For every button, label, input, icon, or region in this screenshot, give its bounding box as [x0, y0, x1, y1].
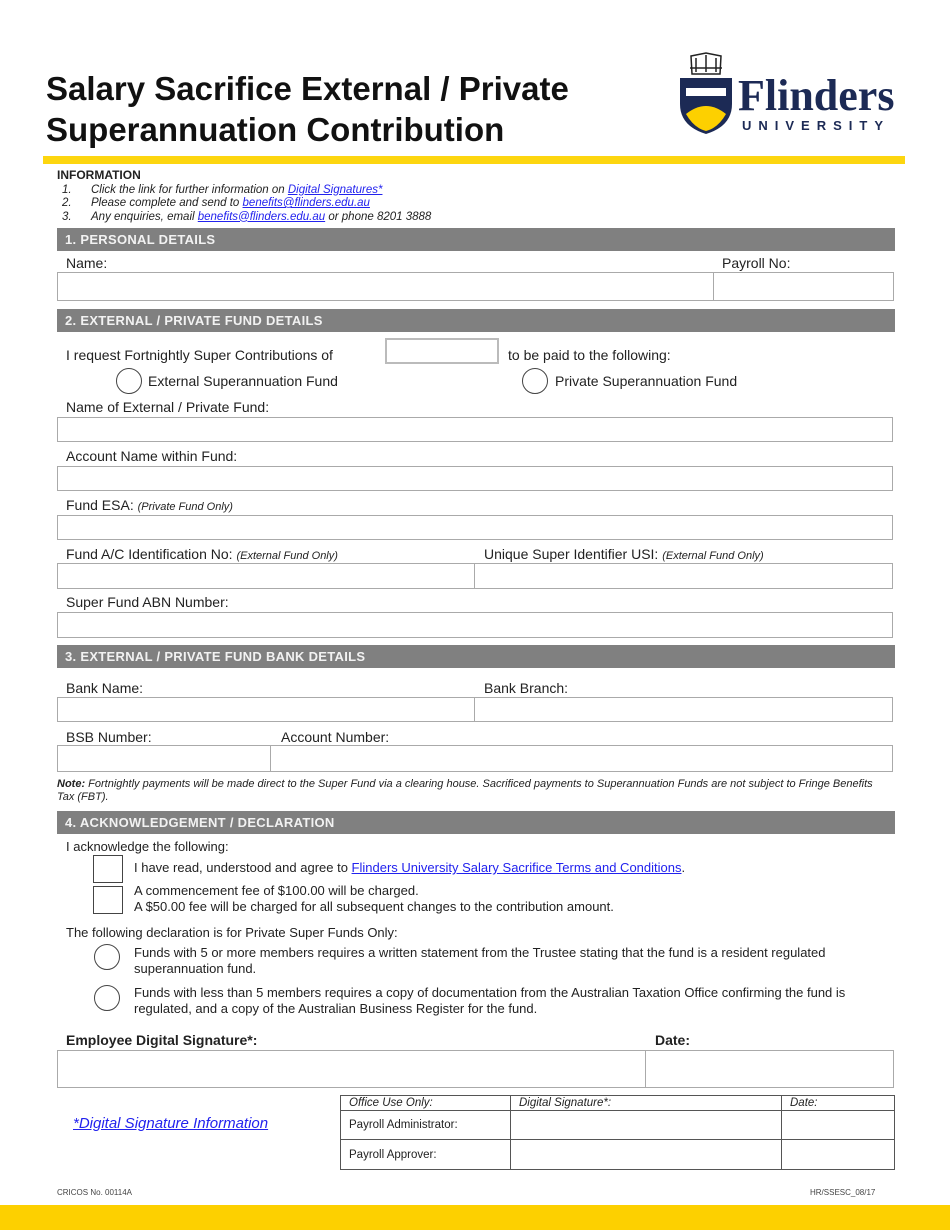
bsb-input[interactable]: [57, 745, 271, 772]
footer-bar: [0, 1205, 950, 1230]
section-fund-details: 2. EXTERNAL / PRIVATE FUND DETAILS: [57, 309, 895, 332]
account-name-label: Account Name within Fund:: [66, 448, 238, 464]
date-label: Date:: [655, 1032, 691, 1048]
fee-text: A commencement fee of $100.00 will be charged. A $50.00 fee will be charged for all subsequent changes to the contribution amount.: [134, 883, 614, 914]
fund-esa-input[interactable]: [57, 515, 893, 540]
information-block: INFORMATION 1. Click the link for further information on Digital Signatures* 2. Please complete and send to benefits@flinders.edu.au 3. Any enquiries, email benefits@flinders.edu.au or phone 8201 3888: [57, 168, 432, 223]
fund-ac-input[interactable]: [57, 563, 475, 589]
account-number-label: Account Number:: [281, 729, 390, 745]
private-fund-radio[interactable]: [522, 368, 548, 394]
bank-name-label: Bank Name:: [66, 680, 144, 696]
email-link[interactable]: benefits@flinders.edu.au: [197, 210, 326, 223]
five-or-more-radio[interactable]: [94, 944, 120, 970]
info-item: 1. Click the link for further information on Digital Signatures*: [62, 183, 383, 196]
fee-checkbox[interactable]: [93, 886, 123, 914]
digital-signatures-link[interactable]: Digital Signatures*: [287, 183, 383, 196]
admin-signature-cell[interactable]: [511, 1111, 782, 1140]
fund-esa-label: Fund ESA: (Private Fund Only): [66, 497, 233, 513]
payroll-label: Payroll No:: [722, 255, 791, 271]
email-link[interactable]: benefits@flinders.edu.au: [242, 197, 370, 209]
fund-ac-label: Fund A/C Identification No: (External Fund Only): [66, 546, 338, 562]
contribution-amount-input[interactable]: [385, 338, 499, 364]
abn-input[interactable]: [57, 612, 893, 638]
payroll-input[interactable]: [713, 272, 894, 301]
info-item: 2. Please complete and send to benefits@flinders.edu.au: [62, 197, 370, 209]
acknowledge-label: I acknowledge the following:: [66, 839, 229, 854]
section-bank-details: 3. EXTERNAL / PRIVATE FUND BANK DETAILS: [57, 645, 895, 668]
less-than-five-radio[interactable]: [94, 985, 120, 1011]
office-use-table: Office Use Only: Digital Signature*: Date: Payroll Administrator: Payroll Approver:: [340, 1095, 895, 1170]
terms-text: I have read, understood and agree to Flinders University Salary Sacrifice Terms and Conditions.: [134, 860, 686, 875]
private-fund-label: Private Superannuation Fund: [555, 373, 738, 389]
bsb-label: BSB Number:: [66, 729, 152, 745]
crest-icon: [676, 52, 736, 136]
form-code: HR/SSESC_08/17: [810, 1188, 876, 1197]
request-label: I request Fortnightly Super Contributions of: [66, 347, 333, 363]
digital-signature-info-link[interactable]: *Digital Signature Information: [73, 1115, 269, 1132]
usi-label: Unique Super Identifier USI: (External Fund Only): [484, 546, 764, 562]
bank-branch-input[interactable]: [474, 697, 893, 722]
header-rule: [43, 156, 905, 164]
signature-label: Employee Digital Signature*:: [66, 1032, 258, 1048]
name-input[interactable]: [57, 272, 714, 301]
section-personal-details: 1. PERSONAL DETAILS: [57, 228, 895, 251]
page-title: Salary Sacrifice External / Private Superannuation Contribution: [46, 70, 569, 148]
section-acknowledgement: 4. ACKNOWLEDGEMENT / DECLARATION: [57, 811, 895, 834]
paid-label: to be paid to the following:: [508, 347, 671, 363]
abn-label: Super Fund ABN Number:: [66, 594, 229, 610]
note-text: Note: Fortnightly payments will be made direct to the Super Fund via a clearing house. Sacrificed payments to Superannuation Funds are not subject to Fringe Benefits Tax (FBT).: [57, 778, 873, 803]
signature-input[interactable]: [57, 1050, 646, 1088]
approver-date-cell[interactable]: [782, 1140, 895, 1170]
account-number-input[interactable]: [270, 745, 893, 772]
fund-name-input[interactable]: [57, 417, 893, 442]
terms-checkbox[interactable]: [93, 855, 123, 883]
external-fund-label: External Superannuation Fund: [148, 373, 338, 389]
approver-signature-cell[interactable]: [511, 1140, 782, 1170]
bank-name-input[interactable]: [57, 697, 475, 722]
admin-date-cell[interactable]: [782, 1111, 895, 1140]
account-name-input[interactable]: [57, 466, 893, 491]
fund-name-label: Name of External / Private Fund:: [66, 399, 270, 415]
flinders-logo: Flinders UNIVERSITY: [676, 52, 906, 136]
terms-link[interactable]: Flinders University Salary Sacrifice Terms and Conditions: [351, 860, 682, 875]
name-label: Name:: [66, 255, 108, 271]
usi-input[interactable]: [474, 563, 893, 589]
date-input[interactable]: [645, 1050, 894, 1088]
declaration-label: The following declaration is for Private Super Funds Only:: [66, 925, 398, 940]
cricos-number: CRICOS No. 00114A: [57, 1188, 132, 1197]
info-item: 3. Any enquiries, email benefits@flinders.edu.au or phone 8201 3888: [62, 210, 432, 223]
external-fund-radio[interactable]: [116, 368, 142, 394]
less-than-five-text: Funds with less than 5 members requires a copy of documentation from the Australian Taxation Office confirming the fund is regulated, and a copy of the Australian Business Register for the fund.: [134, 985, 846, 1016]
five-or-more-text: Funds with 5 or more members requires a written statement from the Trustee stating that the fund is a resident regulated superannuation fund.: [134, 945, 826, 976]
bank-branch-label: Bank Branch:: [484, 680, 569, 696]
